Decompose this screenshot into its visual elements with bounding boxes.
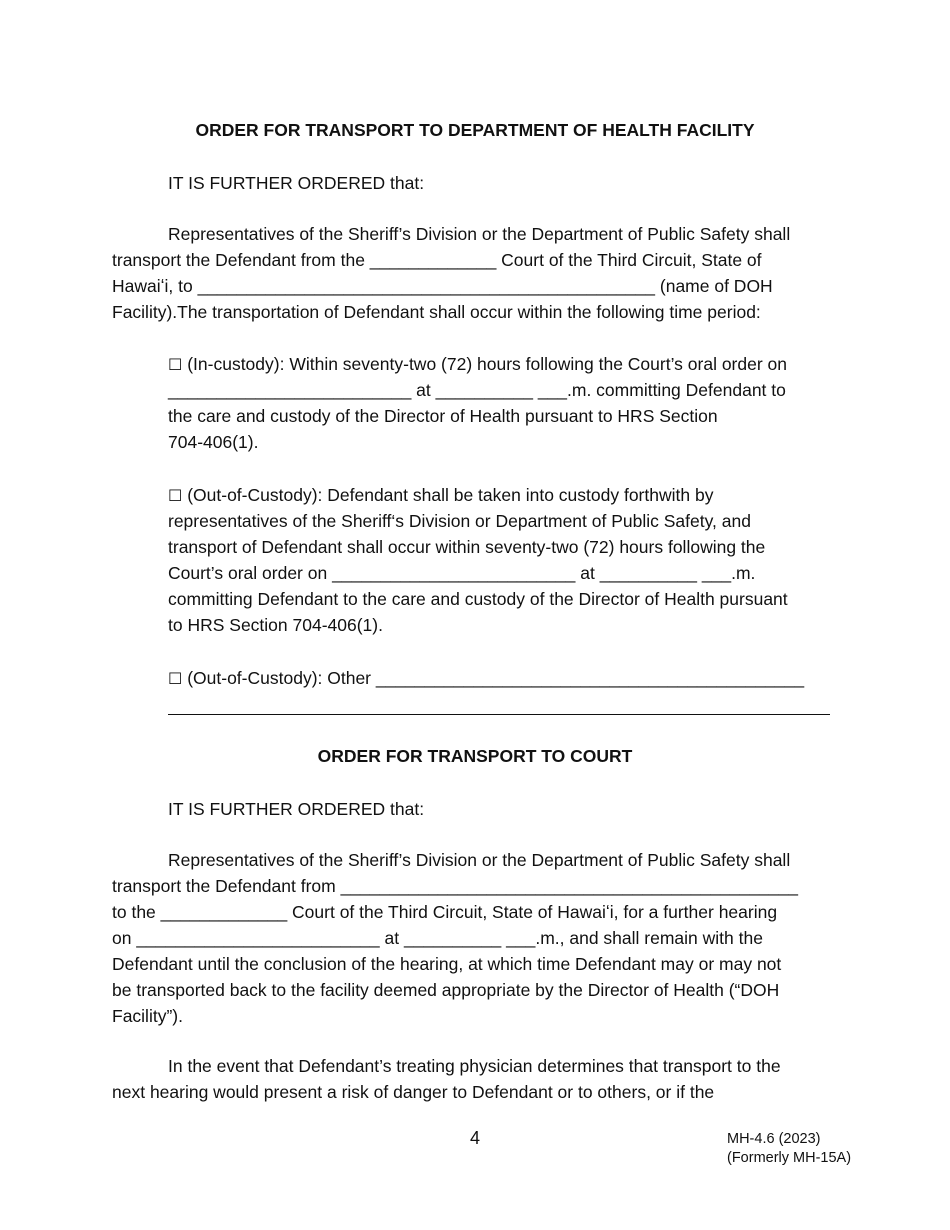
paragraph-line: Representatives of the Sheriff’s Division or the Department of Public Safety shall	[168, 850, 791, 870]
other-blank-rule[interactable]	[168, 714, 830, 715]
other-checkbox[interactable]: ☐	[168, 669, 183, 688]
paragraph-line: Representatives of the Sheriff’s Division or the Department of Public Safety shall	[168, 224, 791, 244]
paragraph-line: transport the Defendant from the _____________ Court of the Third Circuit, State of	[112, 250, 762, 270]
option-line: the care and custody of the Director of Health pursuant to HRS Section	[168, 406, 718, 426]
section2-intro: IT IS FURTHER ORDERED that:	[168, 799, 425, 819]
paragraph-line: Facility”).	[112, 1006, 183, 1026]
section1-intro: IT IS FURTHER ORDERED that:	[168, 173, 425, 193]
option-line: 704-406(1).	[168, 432, 259, 452]
out-of-custody-checkbox[interactable]: ☐	[168, 486, 183, 505]
paragraph-line: Defendant until the conclusion of the hearing, at which time Defendant may or may not	[112, 954, 782, 974]
paragraph-line: to the _____________ Court of the Third Circuit, State of Hawaiʻi, for a further hearing	[112, 902, 778, 922]
paragraph-line: Hawaiʻi, to _______________________________________________ (name of DOH	[112, 276, 773, 296]
option-line: committing Defendant to the care and custody of the Director of Health pursuant	[168, 589, 788, 609]
page-number: 4	[469, 1128, 480, 1148]
form-formerly: (Formerly MH-15A)	[727, 1150, 852, 1166]
form-id: MH-4.6 (2023)	[727, 1131, 821, 1147]
option-line: (Out-of-Custody): Defendant shall be taken into custody forthwith by	[182, 485, 714, 505]
paragraph-line: transport the Defendant from _______________________________________________	[112, 876, 799, 896]
section1-heading: ORDER FOR TRANSPORT TO DEPARTMENT OF HEALTH FACILITY	[195, 120, 755, 140]
option-line: Court’s oral order on _________________________ at __________ ___.m.	[168, 563, 756, 583]
option-line: _________________________ at __________ ___.m. committing Defendant to	[168, 380, 786, 400]
section2-heading: ORDER FOR TRANSPORT TO COURT	[317, 746, 633, 766]
paragraph-line: next hearing would present a risk of danger to Defendant or to others, or if the	[112, 1082, 715, 1102]
option-line: to HRS Section 704-406(1).	[168, 615, 383, 635]
option-line: transport of Defendant shall occur within seventy-two (72) hours following the	[168, 537, 766, 557]
paragraph-line: on _________________________ at __________ ___.m., and shall remain with the	[112, 928, 763, 948]
other-line: (Out-of-Custody): Other ____________________________________________	[182, 668, 805, 688]
option-line: representatives of the Sheriff‘s Division or Department of Public Safety, and	[168, 511, 751, 531]
paragraph-line: In the event that Defendant’s treating physician determines that transport to the	[168, 1056, 781, 1076]
paragraph-line: Facility).The transportation of Defendant shall occur within the following time period:	[112, 302, 761, 322]
option-line: (In-custody): Within seventy-two (72) hours following the Court’s oral order on	[182, 354, 787, 374]
paragraph-line: be transported back to the facility deemed appropriate by the Director of Health (“DOH	[112, 980, 780, 1000]
in-custody-checkbox[interactable]: ☐	[168, 355, 183, 374]
